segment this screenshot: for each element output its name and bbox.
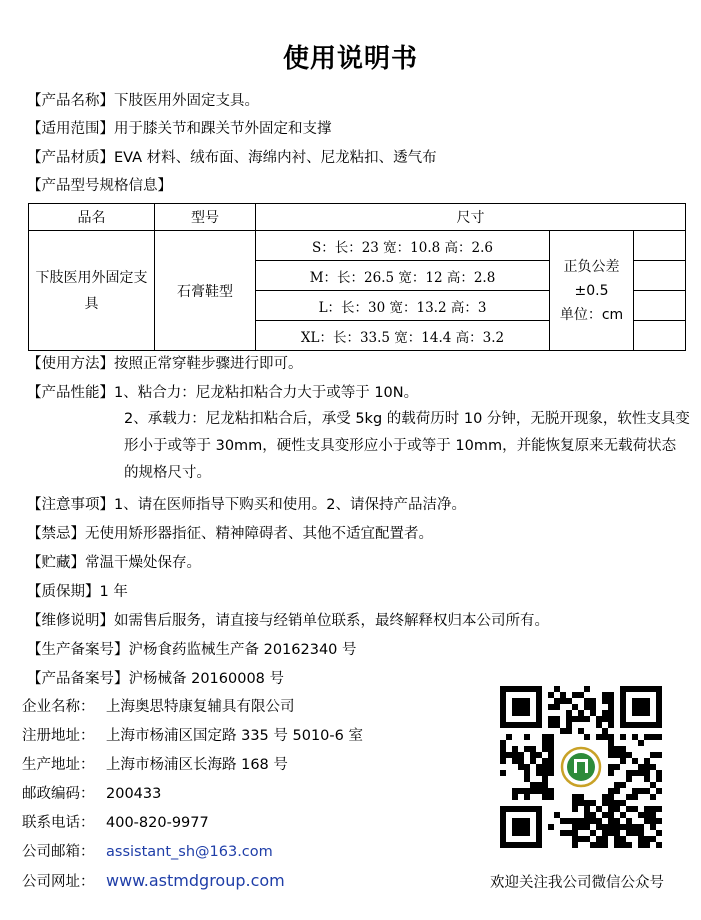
size-cell-l: L：长：30 宽：13.2 高：3 (256, 291, 550, 321)
usage-value: 按照正常穿鞋步骤进行即可。 (114, 356, 303, 372)
page-title: 使用说明书 (282, 44, 418, 74)
reg-address-label: 注册地址： (22, 728, 95, 744)
finder-top-right (620, 686, 662, 728)
performance-line (27, 383, 418, 403)
warranty-line (27, 582, 128, 602)
material-label: 【产品材质】 (27, 150, 114, 166)
wechat-qr-code (500, 686, 662, 848)
usage-line (27, 354, 303, 374)
performance-item-2: 2、承载力：尼龙粘扣粘合后，承受 5kg 的载荷历时 10 分钟，无脱开现象，软性支具变形小于或等于 30mm，硬性支具变形应小于或等于 10mm，并能恢复原来无载荷状态的规格尺寸。 (124, 411, 690, 481)
reg-address-line (22, 726, 363, 746)
product-cell: 下肢医用外固定支具 (29, 231, 155, 351)
email-line (22, 842, 273, 862)
header-model: 型号 (155, 204, 256, 231)
production-record-label: 【生产备案号】 (27, 642, 129, 658)
header-product: 品名 (29, 204, 155, 231)
zip-label: 邮政编码： (22, 786, 95, 802)
storage-label: 【贮藏】 (27, 555, 85, 571)
maintenance-value: 如需售后服务，请直接与经销单位联系，最终解释权归本公司所有。 (114, 613, 549, 629)
phone-label: 联系电话： (22, 815, 95, 831)
contraindications-value: 无使用矫形器指征、精神障碍者、其他不适宜配置者。 (85, 526, 433, 542)
product-name-label: 【产品名称】 (27, 93, 114, 109)
size-cell-m: M：长：26.5 宽：12 高：2.8 (256, 261, 550, 291)
size-cell-s: S：长：23 宽：10.8 高：2.6 (256, 231, 550, 261)
storage-value: 常温干燥处保存。 (85, 555, 201, 571)
performance-label: 【产品性能】 (27, 385, 114, 401)
notes-line (27, 495, 466, 515)
table-row (29, 231, 686, 261)
website-label: 公司网址： (22, 874, 95, 890)
tolerance-unit: 单位：cm (559, 306, 624, 323)
scope-value: 用于膝关节和踝关节外固定和支撑 (114, 121, 332, 137)
reg-address: 上海市杨浦区国定路 335 号 5010-6 室 (106, 728, 363, 744)
prod-address-label: 生产地址： (22, 757, 95, 773)
usage-label: 【使用方法】 (27, 356, 114, 372)
finder-bottom-left (500, 806, 542, 848)
production-record-line (27, 640, 357, 660)
product-record-value: 沪杨械备 20160008 号 (128, 671, 285, 687)
qr-caption: 欢迎关注我公司微信公众号 (490, 875, 664, 891)
company-name-label: 企业名称： (22, 699, 95, 715)
maintenance-label: 【维修说明】 (27, 613, 114, 629)
warranty-label: 【质保期】 (27, 584, 100, 600)
warranty-value: 1 年 (99, 584, 128, 600)
phone-line (22, 813, 209, 833)
product-name-value: 下肢医用外固定支具。 (114, 93, 259, 109)
spec-heading: 【产品型号规格信息】 (27, 178, 172, 194)
tolerance-title: 正负公差 (563, 258, 620, 275)
prod-address: 上海市杨浦区长海路 168 号 (106, 757, 288, 773)
product-record-label: 【产品备案号】 (27, 671, 129, 687)
notes-label: 【注意事项】 (27, 497, 114, 513)
size-cell-xl: XL：长：33.5 宽：14.4 高：3.2 (256, 321, 550, 351)
model-cell: 石膏鞋型 (155, 231, 256, 351)
tolerance-cell (550, 231, 634, 351)
empty-cell (634, 231, 686, 261)
spec-header-row (29, 204, 686, 231)
header-size: 尺寸 (256, 204, 686, 231)
email-label: 公司邮箱： (22, 844, 95, 860)
product-record-line (27, 669, 284, 689)
company-name: 上海奥思特康复辅具有限公司 (106, 699, 295, 715)
material-line (27, 148, 437, 168)
website-line (22, 871, 285, 892)
spec-table (28, 203, 686, 351)
email-link[interactable]: assistant_sh@163.com (106, 844, 273, 860)
tolerance-value: ±0.5 (574, 282, 609, 299)
notes-value: 1、请在医师指导下购买和使用。2、请保持产品洁净。 (114, 497, 466, 513)
company-seal-logo (560, 746, 602, 788)
zip-code: 200433 (106, 786, 162, 802)
company-name-line (22, 697, 295, 717)
contraindications-line (27, 524, 433, 544)
performance-item-1: 1、粘合力：尼龙粘扣粘合力大于或等于 10N。 (114, 385, 419, 401)
contraindications-label: 【禁忌】 (27, 526, 85, 542)
empty-cell (634, 291, 686, 321)
product-name-line (27, 91, 259, 111)
material-value: EVA 材料、绒布面、海绵内衬、尼龙粘扣、透气布 (114, 150, 437, 166)
storage-line (27, 553, 201, 573)
phone-number[interactable]: 400-820-9977 (106, 815, 209, 831)
empty-cell (634, 261, 686, 291)
production-record-value: 沪杨食药监械生产备 20162340 号 (128, 642, 357, 658)
scope-line (27, 119, 332, 139)
finder-top-left (500, 686, 542, 728)
maintenance-line (27, 611, 549, 631)
zip-line (22, 784, 161, 804)
empty-cell (634, 321, 686, 351)
prod-address-line (22, 755, 288, 775)
website-link[interactable]: www.astmdgroup.com (106, 871, 285, 890)
scope-label: 【适用范围】 (27, 121, 114, 137)
